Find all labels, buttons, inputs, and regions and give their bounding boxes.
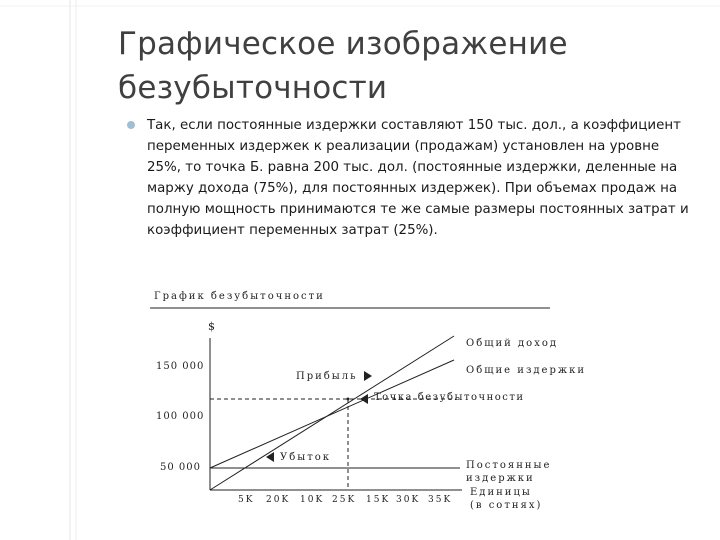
fixed-costs-label-2: издержки xyxy=(466,473,535,484)
y-tick-100000: 100 000 xyxy=(156,411,205,422)
loss-label: Убыток xyxy=(280,452,332,463)
x-axis-label-2: (в сотнях) xyxy=(470,500,543,511)
x-tick-2: 20K xyxy=(266,495,291,505)
revenue-line xyxy=(210,336,454,490)
total-costs-label: Общие издержки xyxy=(466,365,586,376)
x-tick-4: 25K xyxy=(332,495,357,505)
x-tick-7: 35K xyxy=(428,495,453,505)
slide-title: Графическое изображение безубыточности xyxy=(118,26,568,106)
y-unit-label: $ xyxy=(208,320,215,333)
x-tick-1: 5K xyxy=(238,495,255,505)
break-even-label: Точка безубыточности xyxy=(374,392,525,403)
fixed-costs-label-1: Постоянные xyxy=(466,460,552,471)
revenue-label: Общий доход xyxy=(466,338,559,349)
bullet-dot-icon xyxy=(127,121,135,129)
break-even-point xyxy=(347,398,350,401)
x-axis-label-1: Единицы xyxy=(470,487,532,498)
break-even-arrow-icon xyxy=(360,394,368,404)
x-tick-3: 10K xyxy=(300,495,325,505)
x-tick-5: 15K xyxy=(366,495,391,505)
bullet-text: Так, если постоянные издержки составляют 150 тыс. дол., а коэффициент переменных издержек к реализации (продажам) установлен на уровне 25%, то точка Б. равна 200 тыс. дол. (постоянные издержки, деленные на маржу дохода (75%), для постоянных издержек). При объемах продаж на полную мощность принимаются те же самые размеры постоянных затрат и коэффициент переменных затрат (25%). xyxy=(147,118,689,238)
chart-caption: График безубыточности xyxy=(154,291,325,302)
y-tick-150000: 150 000 xyxy=(156,361,205,372)
break-even-chart xyxy=(148,280,588,520)
y-tick-50000: 50 000 xyxy=(160,462,201,473)
profit-label: Прибыль xyxy=(296,371,358,382)
profit-arrow-icon xyxy=(364,371,372,381)
x-tick-6: 30K xyxy=(396,495,421,505)
